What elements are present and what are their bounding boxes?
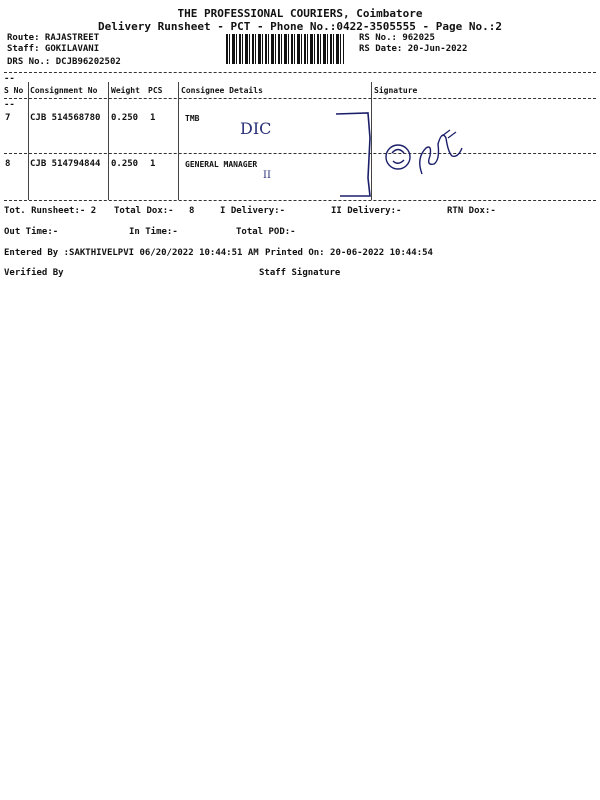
col-consignment: Consignment No bbox=[30, 86, 98, 95]
handwritten-bracket-and-signature bbox=[330, 108, 490, 200]
rtn-dox: RTN Dox:- bbox=[447, 206, 496, 216]
printed-on: Printed On: 20-06-2022 10:44:54 bbox=[265, 248, 433, 258]
column-line bbox=[28, 82, 29, 200]
row-consignee: GENERAL MANAGER bbox=[185, 160, 258, 169]
entered-by: Entered By :SAKTHIVELPVI 06/20/2022 10:44:51 AM bbox=[4, 248, 259, 258]
drs-number: DRS No.: DCJB96202502 bbox=[7, 57, 121, 67]
col-pcs: PCS bbox=[148, 86, 163, 95]
col-signature: Signature bbox=[374, 86, 418, 95]
row-sno: 7 bbox=[5, 113, 11, 123]
verified-by: Verified By bbox=[4, 268, 64, 278]
divider bbox=[4, 72, 596, 73]
staff-label: Staff: GOKILAVANI bbox=[7, 44, 100, 54]
column-line bbox=[108, 82, 109, 200]
company-title: THE PROFESSIONAL COURIERS, Coimbatore bbox=[177, 7, 423, 20]
col-sno: S No bbox=[4, 86, 24, 95]
ii-delivery: II Delivery:- bbox=[331, 206, 402, 216]
out-time: Out Time:- bbox=[4, 227, 59, 237]
barcode bbox=[226, 34, 344, 64]
divider bbox=[4, 153, 596, 154]
handwritten-note: DIC bbox=[240, 119, 272, 138]
handwritten-note: II bbox=[263, 170, 271, 181]
rs-date: RS Date: 20-Jun-2022 bbox=[359, 44, 468, 54]
total-runsheet: Tot. Runsheet:- 2 bbox=[4, 206, 97, 216]
row-pcs: 1 bbox=[150, 159, 156, 169]
total-pod: Total POD:- bbox=[236, 227, 296, 237]
divider bbox=[4, 98, 596, 99]
row-dash: -- bbox=[4, 74, 15, 84]
column-line bbox=[178, 82, 179, 200]
rs-number: RS No.: 962025 bbox=[359, 33, 435, 43]
col-consignee: Consignee Details bbox=[181, 86, 263, 95]
total-dox-value: 8 bbox=[189, 206, 195, 216]
row-pcs: 1 bbox=[150, 113, 156, 123]
runsheet-title: Delivery Runsheet - PCT - Phone No.:0422-3505555 - Page No.:2 bbox=[98, 20, 502, 33]
row-weight: 0.250 bbox=[111, 113, 139, 123]
row-dash: -- bbox=[4, 100, 15, 110]
staff-signature: Staff Signature bbox=[259, 268, 341, 278]
row-consignee: TMB bbox=[185, 114, 200, 123]
row-consignment: CJB 514794844 bbox=[30, 159, 101, 169]
row-consignment: CJB 514568780 bbox=[30, 113, 101, 123]
divider bbox=[4, 200, 596, 201]
row-sno: 8 bbox=[5, 159, 11, 169]
route-label: Route: RAJASTREET bbox=[7, 33, 100, 43]
col-weight: Weight bbox=[111, 86, 140, 95]
i-delivery: I Delivery:- bbox=[220, 206, 286, 216]
row-weight: 0.250 bbox=[111, 159, 139, 169]
in-time: In Time:- bbox=[129, 227, 178, 237]
total-dox: Total Dox:- bbox=[114, 206, 174, 216]
